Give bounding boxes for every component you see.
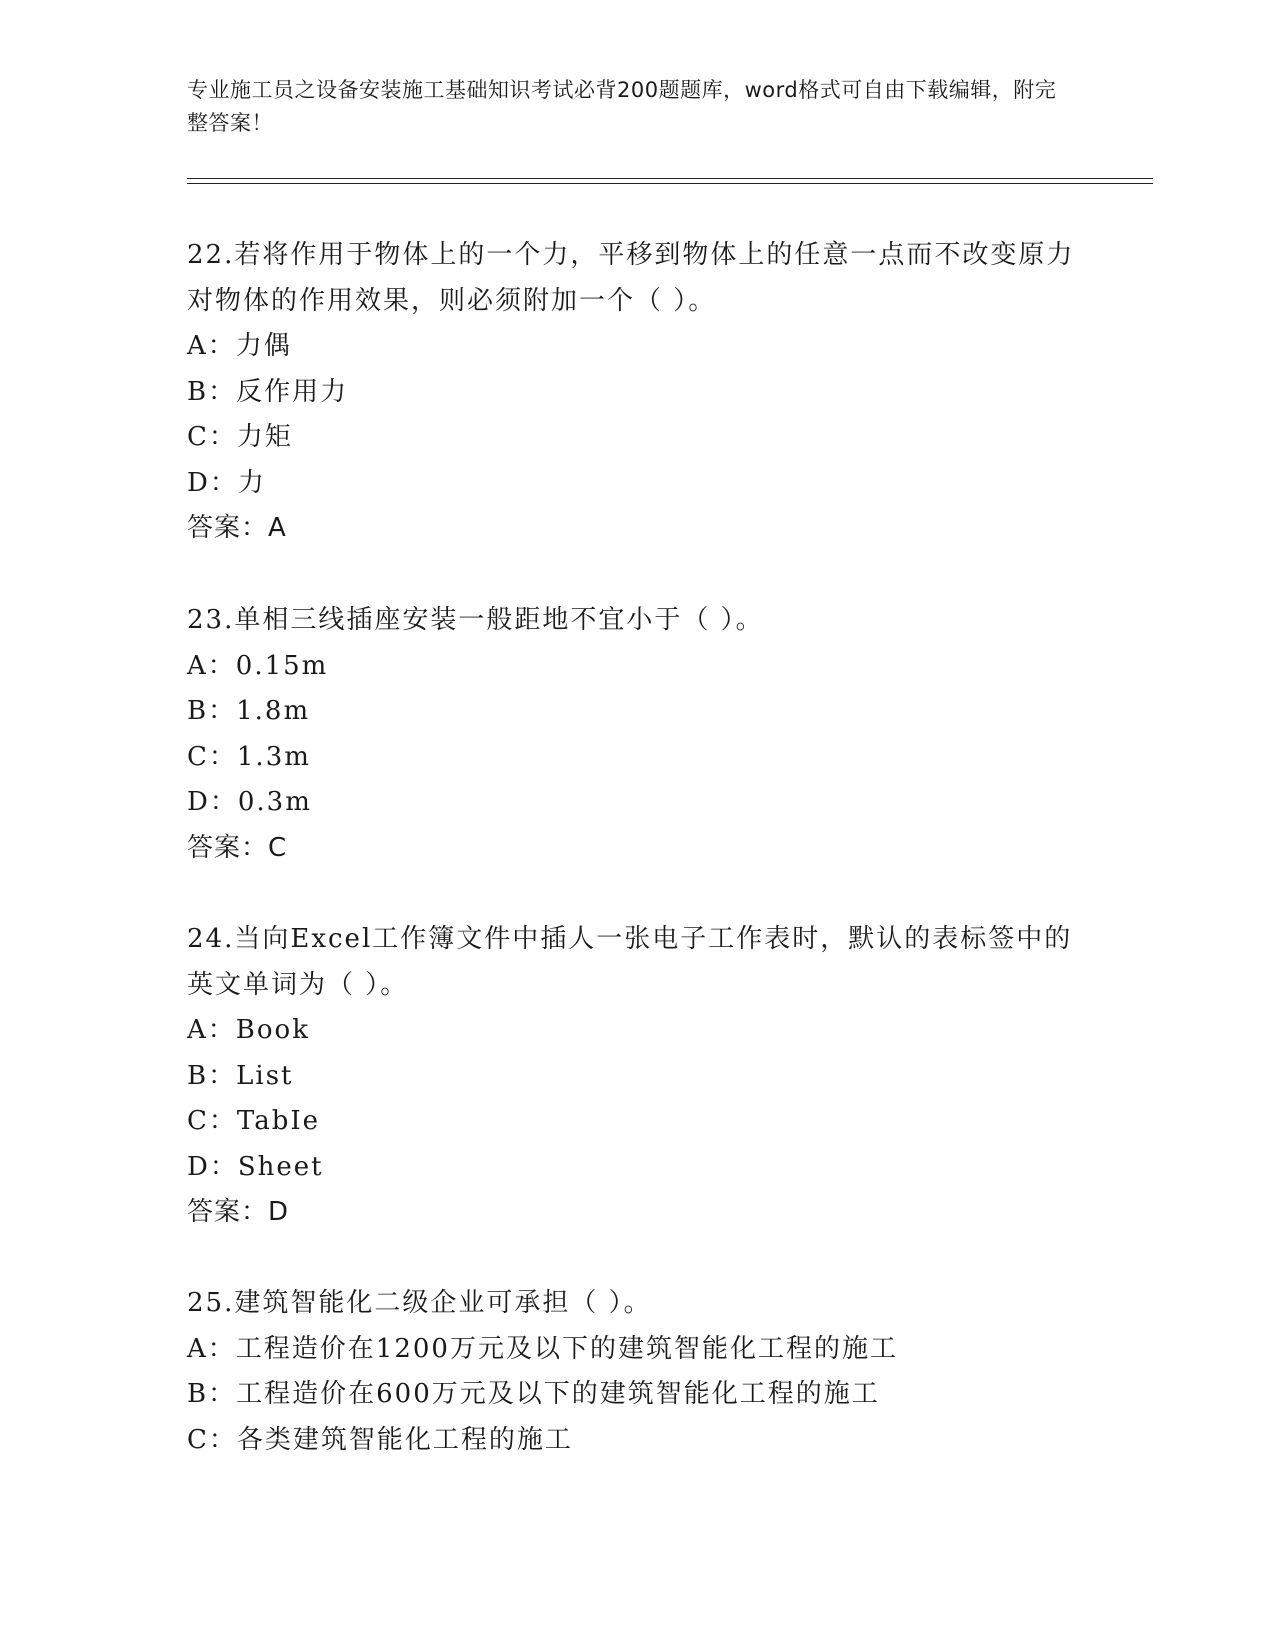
option-b: B：反作用力 <box>187 376 349 407</box>
option-c: C：力矩 <box>187 422 293 452</box>
option-a: A：0.15m <box>187 650 329 681</box>
option-a: A：力偶 <box>187 331 292 361</box>
option-b: B：1.8m <box>187 696 311 726</box>
header-divider-bottom <box>187 183 1153 184</box>
option-c: C：TabIe <box>187 1106 321 1136</box>
option-a: A：工程造价在1200万元及以下的建筑智能化工程的施工 <box>187 1333 898 1364</box>
question-24 <box>187 917 1087 1236</box>
option-d: D：力 <box>187 467 266 498</box>
option-c: C：1.3m <box>187 741 311 772</box>
header-divider-top <box>187 178 1153 179</box>
question-23 <box>187 598 1087 871</box>
answer-line: 答案：D <box>187 1197 290 1227</box>
option-d: D：Sheet <box>187 1151 324 1182</box>
question-stem: 22.若将作用于物体上的一个力，平移到物体上的任意一点而不改变原力对物体的作用效果，则必须附加一个（ ）。 <box>187 240 1075 316</box>
question-stem: 24.当向Excel工作簿文件中插人一张电子工作表时，默认的表标签中的英文单词为（ ）。 <box>187 924 1073 1000</box>
question-25 <box>187 1281 1087 1463</box>
question-22 <box>187 233 1087 552</box>
answer-line: 答案：C <box>187 832 288 863</box>
option-d: D：0.3m <box>187 787 312 817</box>
option-a: A：Book <box>187 1015 310 1045</box>
question-stem: 25.建筑智能化二级企业可承担（ ）。 <box>187 1288 652 1318</box>
option-b: B：工程造价在600万元及以下的建筑智能化工程的施工 <box>187 1379 880 1409</box>
document-header-title: 专业施工员之设备安装施工基础知识考试必背200题题库，word格式可自由下载编辑，附完整答案！ <box>187 78 1057 135</box>
answer-line: 答案：A <box>187 513 287 543</box>
option-b: B：List <box>187 1060 294 1091</box>
option-c: C：各类建筑智能化工程的施工 <box>187 1424 573 1455</box>
question-stem: 23.单相三线插座安装一般距地不宜小于（ ）。 <box>187 605 764 635</box>
